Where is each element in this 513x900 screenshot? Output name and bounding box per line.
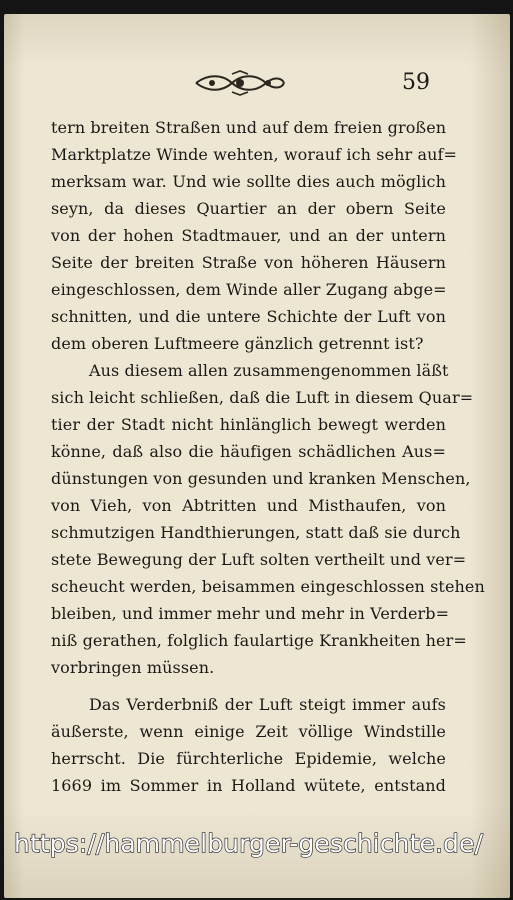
text-line: tier der Stadt nicht hinlänglich bewegt werden [51,415,446,434]
text-line: dem oberen Luftmeere gänzlich getrennt ist? [51,334,424,353]
text-line: dünstungen von gesunden und kranken Menschen, [51,469,471,488]
text-line: niß gerathen, folglich faulartige Krankheiten her= [51,631,467,650]
ornament-icon [192,70,288,96]
text-line: tern breiten Straßen und auf dem freien großen [51,118,447,137]
text-line: bleiben, und immer mehr und mehr in Verderb= [51,604,450,623]
book-page [4,14,510,898]
text-line: merksam war. Und wie sollte dies auch möglich [51,172,446,191]
page-number: 59 [402,70,430,95]
text-line: seyn, da dieses Quartier an der obern Seite [51,199,446,218]
text-line: vorbringen müssen. [51,658,215,677]
text-line: herrscht. Die fürchterliche Epidemie, welche [51,749,446,768]
text-line: Marktplatze Winde wehten, worauf ich sehr auf= [51,145,458,164]
text-line: Das Verderbniß der Luft steigt immer aufs [89,695,446,714]
text-line: 1669 im Sommer in Holland wütete, entstand [51,776,446,795]
text-line: könne, daß also die häufigen schädlichen Aus= [51,442,446,461]
page-text [51,114,485,799]
text-line: eingeschlossen, dem Winde aller Zugang abge= [51,280,447,299]
text-line: Aus diesem allen zusammengenommen läßt [89,361,449,380]
text-line: Seite der breiten Straße von höheren Häusern [51,253,446,272]
text-line: sich leicht schließen, daß die Luft in diesem Quar= [51,388,474,407]
text-line: schmutzigen Handthierungen, statt daß sie durch [51,523,461,542]
text-line: äußerste, wenn einige Zeit völlige Windstille [51,722,446,741]
text-line: scheucht werden, beisammen eingeschlossen stehen [51,577,485,596]
watermark-url: https://hammelburger-geschichte.de/ [14,829,484,858]
text-line: von der hohen Stadtmauer, und an der untern [51,226,446,245]
text-line: von Vieh, von Abtritten und Misthaufen, von [51,496,446,515]
text-line: schnitten, und die untere Schichte der Luft von [51,307,446,326]
watermark-banner [0,822,513,868]
text-line: stete Bewegung der Luft solten vertheilt und ver= [51,550,467,569]
